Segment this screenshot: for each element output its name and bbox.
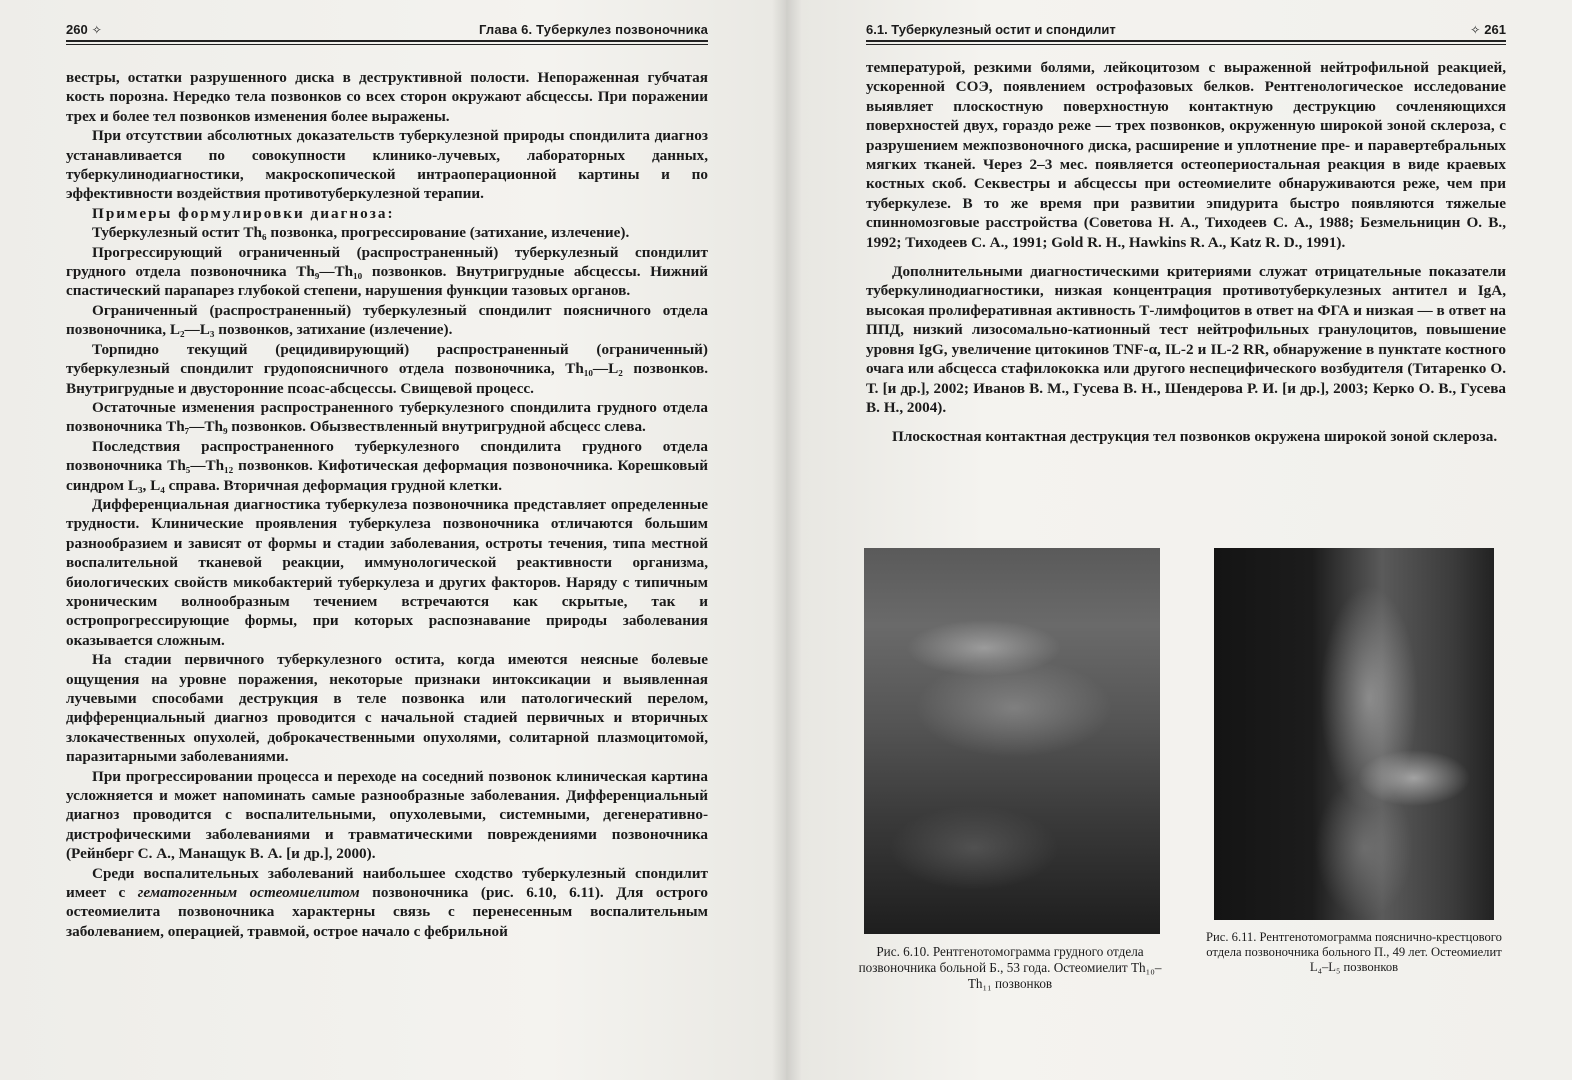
paragraph: Торпидно текущий (рецидивирующий) распространенный (ограниченный) туберкулезный спондилит грудопоясничного отдела позвоночника, Th₁₀—L₂ позвонков. Внутригрудные и двусторонние псоас-абсцессы. Свищевой процесс. — [66, 340, 708, 397]
xray-figure-6-11 — [1214, 548, 1494, 920]
header-rule — [66, 40, 708, 42]
left-running-header — [66, 20, 708, 42]
right-page — [786, 0, 1572, 1080]
paragraph: Дифференциальная диагностика туберкулеза позвоночника представляет определенные трудности. Клинические проявления туберкулеза позвоночника отличаются большим разнообразием и зависят от формы и стадии заболевания, остроты течения, типа местной воспалительной тканевой реакции, иммунологической реактивности организма, биологических свойств микобактерий туберкулеза и других факторов. Наряду с типичным хроническим волнообразным течением встречаются как скрытые, так и остропрогрессирующие формы, при которых распознавание природы заболевания оказывается сложным. — [66, 495, 708, 649]
header-rule — [866, 40, 1506, 42]
left-body-text — [66, 68, 708, 941]
right-running-head-title: 6.1. Туберкулезный остит и спондилит — [866, 22, 1116, 37]
left-page-number: 260 — [66, 22, 88, 37]
book-gutter — [772, 0, 802, 1080]
header-rule-thin — [866, 44, 1506, 45]
figure-caption-6-10: Рис. 6.10. Рентгенотомограмма грудного отдела позвоночника больной Б., 53 года. Остеомиелит Th₁₀–Th₁₁ позвонков — [858, 944, 1162, 991]
figure-caption-6-11: Рис. 6.11. Рентгенотомограмма пояснично-крестцового отдела позвоночника больного П., 49 лет. Остеомиелит L₄–L₅ позвонков — [1206, 930, 1502, 974]
paragraph: Туберкулезный остит Th₆ позвонка, прогрессирование (затихание, излечение). — [92, 224, 630, 242]
left-page-number-group — [66, 22, 106, 37]
paragraph: Прогрессирующий ограниченный (распространенный) туберкулезный спондилит грудного отдела позвоночника Th₉—Th₁₀ позвонков. Внутригрудные абсцессы. Нижний спастический парапарез глубокой степени, нарушения функции тазовых органов. — [66, 243, 708, 300]
paragraph: Дополнительными диагностическими критериями служат отрицательные показатели туберкулинодиагностики, низкая концентрация противотуберкулезных антител и IgA, высокая пролиферативная активность Т-лимфоцитов в ответ на ФГА и низкая — в ответ на ППД, низкий лизосомально-катионный тест нейтрофильных гранулоцитов, повышение уровня IgG, увеличение цитокинов TNF-α, IL-2 и IL-2 RR, обнаружение в пунктате костного очага или абсцесса стафилококка или другого неспецифического возбудителя (Титаренко О. Т. [и др.], 2002; Иванов В. М., Гусева В. Н., Шендерова Р. И. [и др.], 2003; Керко О. В., Гусева В. Н., 2004). — [866, 263, 1506, 416]
paragraph: При отсутствии абсолютных доказательств туберкулезной природы спондилита диагноз устанавливается по совокупности клинико-лучевых, лабораторных данных, туберкулинодиагностики, макроскопической интраоперационной картины и по эффективности воздействия противотуберкулезной терапии. — [66, 127, 708, 203]
left-running-head-title: Глава 6. Туберкулез позвоночника — [479, 22, 708, 37]
right-body-text — [866, 58, 1506, 447]
emphasis: гематогенным остеомиелитом — [137, 884, 360, 902]
paragraph: Ограниченный (распространенный) туберкулезный спондилит поясничного отдела позвоночника, L₂—L₃ позвонков, затихание (излечение). — [66, 301, 708, 339]
paragraph: вестры, остатки разрушенного диска в деструктивной полости. Непораженная губчатая кость порозна. Нередко тела позвонков со всех сторон окружают абсцессы. При поражении трех и более тел позвонков изменения более выражены. — [66, 69, 708, 125]
paragraph: Остаточные изменения распространенного туберкулезного спондилита грудного отдела позвоночника Th₇—Th₉ позвонков. Обызвествленный внутригрудной абсцесс слева. — [66, 398, 708, 436]
subheading: Примеры формулировки диагноза: — [92, 204, 395, 222]
right-page-number-group — [1466, 22, 1506, 37]
right-running-header — [866, 20, 1506, 42]
header-rule-thin — [66, 44, 708, 45]
paragraph — [66, 864, 708, 942]
paragraph-start: Среди воспалительных заболеваний наибольшее сходство туберкулезный спондилит имеет с — [66, 864, 708, 902]
diamond-icon: ✧ — [91, 23, 102, 37]
diamond-icon: ✧ — [1470, 23, 1481, 37]
xray-figure-6-10 — [864, 548, 1160, 934]
paragraph: При прогрессировании процесса и переходе на соседний позвонок клиническая картина усложняется и может напоминать самые разнообразные заболевания. Дифференциальный диагноз проводится с воспалительными, опухолевыми, системными, дегенеративно-дистрофическими заболеваниями и травматическими повреждениями позвоночника (Рейнберг С. А., Манащук В. А. [и др.], 2000). — [66, 767, 708, 863]
paragraph: На стадии первичного туберкулезного остита, когда имеются неясные болевые ощущения на уровне поражения, некоторые признаки интоксикации и выявленная лучевыми способами деструкция в теле позвонка или патологический перелом, дифференциальный диагноз проводится с начальной стадией первичных и вторичных злокачественных опухолей, доброкачественными опухолями, солитарной плазмоцитомой, паразитарными заболеваниями. — [66, 651, 708, 766]
paragraph: Плоскостная контактная деструкция тел позвонков окружена широкой зоной склероза. — [892, 428, 1498, 446]
paragraph: температурой, резкими болями, лейкоцитозом с выраженной нейтрофильной реакцией, ускоренной СОЭ, появлением острофазовых белков. Рентгенологическое исследование выявляет плоскостную поверхностную контактную деструкцию сочленяющихся поверхностей двух, гораздо реже — трех позвонков, окруженную широкой зоной склероза, с разрушением межпозвоночного диска, расширение и уплотнение пре- и паравертебральных мягких тканей. Через 2–3 мес. появляется остеопериостальная реакция в виде краевых костных скоб. Секвестры и абсцессы при остеомиелите обнаруживаются реже, чем при туберкулезе. В то же время при развитии эпидурита быстро появляются тяжелые спинномозговые расстройства (Советова Н. А., Тиходеев С. А., 1988; Безмельницин О. В., 1992; Тиходеев С. А., 1991; Gold R. H., Hawkins R. A., Katz R. D., 1991). — [866, 59, 1506, 251]
paragraph-end: позвоночника (рис. 6.10, 6.11). Для острого остеомиелита позвоночника характерны связь с перенесенным воспалительным заболеванием, операцией, травмой, острое начало с фебрильной — [66, 884, 708, 940]
paragraph: Последствия распространенного туберкулезного спондилита грудного отдела позвоночника Th₅—Th₁₂ позвонков. Кифотическая деформация позвоночника. Корешковый синдром L₃, L₄ справа. Вторичная деформация грудной клетки. — [66, 437, 708, 494]
right-page-number: 261 — [1484, 22, 1506, 37]
